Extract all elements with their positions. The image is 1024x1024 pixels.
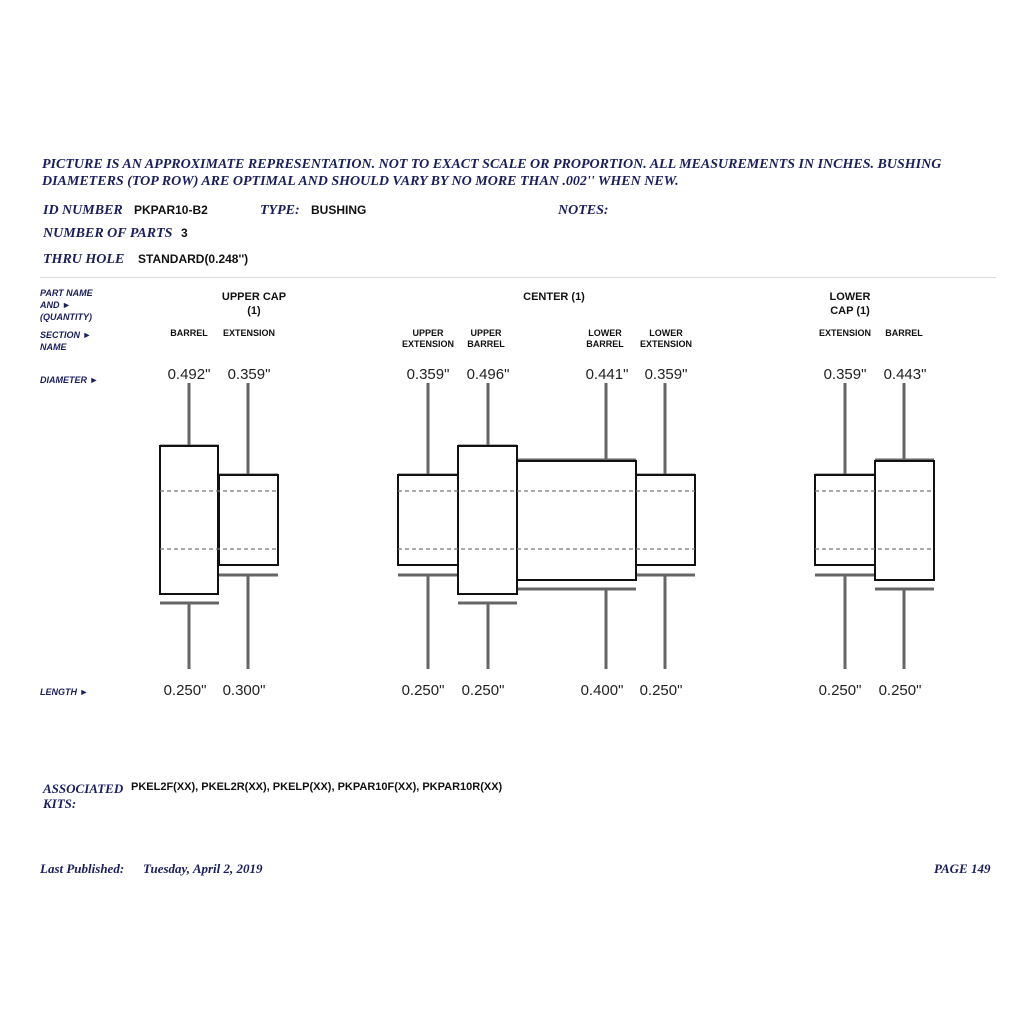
length-lower-cap-barrel: 0.250" [878,682,922,699]
id-number-label: ID NUMBER [43,203,123,218]
part-name-lower-cap: LOWER CAP (1) [829,291,871,317]
length-upper-cap-extension: 0.300" [222,682,266,699]
section-name-label: SECTION ► NAME [40,330,92,352]
section-name-center-lower-extension: LOWER EXTENSION [639,328,692,349]
associated-kits-value: PKEL2F(XX), PKEL2R(XX), PKELP(XX), PKPAR10F(XX), PKPAR10R(XX) [131,781,503,793]
thru-hole-label: THRU HOLE [43,252,125,267]
type-value: BUSHING [311,203,367,217]
id-number-value: PKPAR10-B2 [134,203,208,217]
disclaimer-notice: PICTURE IS AN APPROXIMATE REPRESENTATION. NOT TO EXACT SCALE OR PROPORTION. ALL MEASUREMENTS IN INCHES. BUSHING DIAMETERS (TOP ROW) ARE OPTIMAL AND SHOULD VARY BY NO MORE THAN .002'' WHEN NEW. [42,157,942,189]
upper-cap-extension-body [219,475,278,565]
diameter-lower-cap-extension: 0.359" [823,366,867,383]
section-name-lower-cap-barrel: BARREL [885,328,923,338]
upper-cap-barrel-body [160,446,218,594]
length-center-lower-extension: 0.250" [639,682,683,699]
length-center-upper-barrel: 0.250" [461,682,505,699]
diameter-center-upper-extension: 0.359" [406,366,450,383]
length-upper-cap-barrel: 0.250" [163,682,207,699]
part-outlines [160,446,934,594]
part-name-center: CENTER (1) [523,291,585,303]
diameter-center-upper-barrel: 0.496" [466,366,510,383]
last-published-date: Tuesday, April 2, 2019 [143,861,263,876]
diameter-lower-cap-barrel: 0.443" [883,366,927,383]
lower-cap-extension-body [815,475,875,565]
section-name-upper-cap-extension: EXTENSION [222,328,275,338]
diameter-center-lower-barrel: 0.441" [585,366,629,383]
page-number: PAGE 149 [934,861,991,876]
number-of-parts-label: NUMBER OF PARTS [43,226,173,241]
diameter-label: DIAMETER ► [40,375,99,385]
diameter-upper-cap-extension: 0.359" [227,366,271,383]
notes-label: NOTES: [558,203,609,218]
length-lower-cap-extension: 0.250" [818,682,862,699]
center-lower-barrel-body [517,461,636,580]
section-name-lower-cap-extension: EXTENSION [818,328,871,338]
section-name-center-lower-barrel: LOWER BARREL [586,328,624,349]
center-upper-barrel-body [458,446,517,594]
lower-cap-barrel-body [875,461,934,580]
associated-kits-label: ASSOCIATED KITS: [43,781,124,811]
length-label: LENGTH ► [40,687,89,697]
section-name-center-upper-extension: UPPER EXTENSION [401,328,454,349]
part-name-label: PART NAME AND ► (QUANTITY) [40,288,93,322]
section-name-center-upper-barrel: UPPER BARREL [467,328,505,349]
diameter-center-lower-extension: 0.359" [644,366,688,383]
part-name-upper-cap: UPPER CAP (1) [221,291,287,317]
last-published-label: Last Published: [40,861,125,876]
thru-hole-value: STANDARD(0.248'') [138,252,249,266]
center-lower-extension-body [636,475,695,565]
length-center-lower-barrel: 0.400" [580,682,624,699]
type-label: TYPE: [260,203,300,218]
number-of-parts-value: 3 [181,226,188,240]
diameter-upper-cap-barrel: 0.492" [167,366,211,383]
section-name-upper-cap-barrel: BARREL [170,328,208,338]
center-upper-extension-body [398,475,458,565]
length-center-upper-extension: 0.250" [401,682,445,699]
